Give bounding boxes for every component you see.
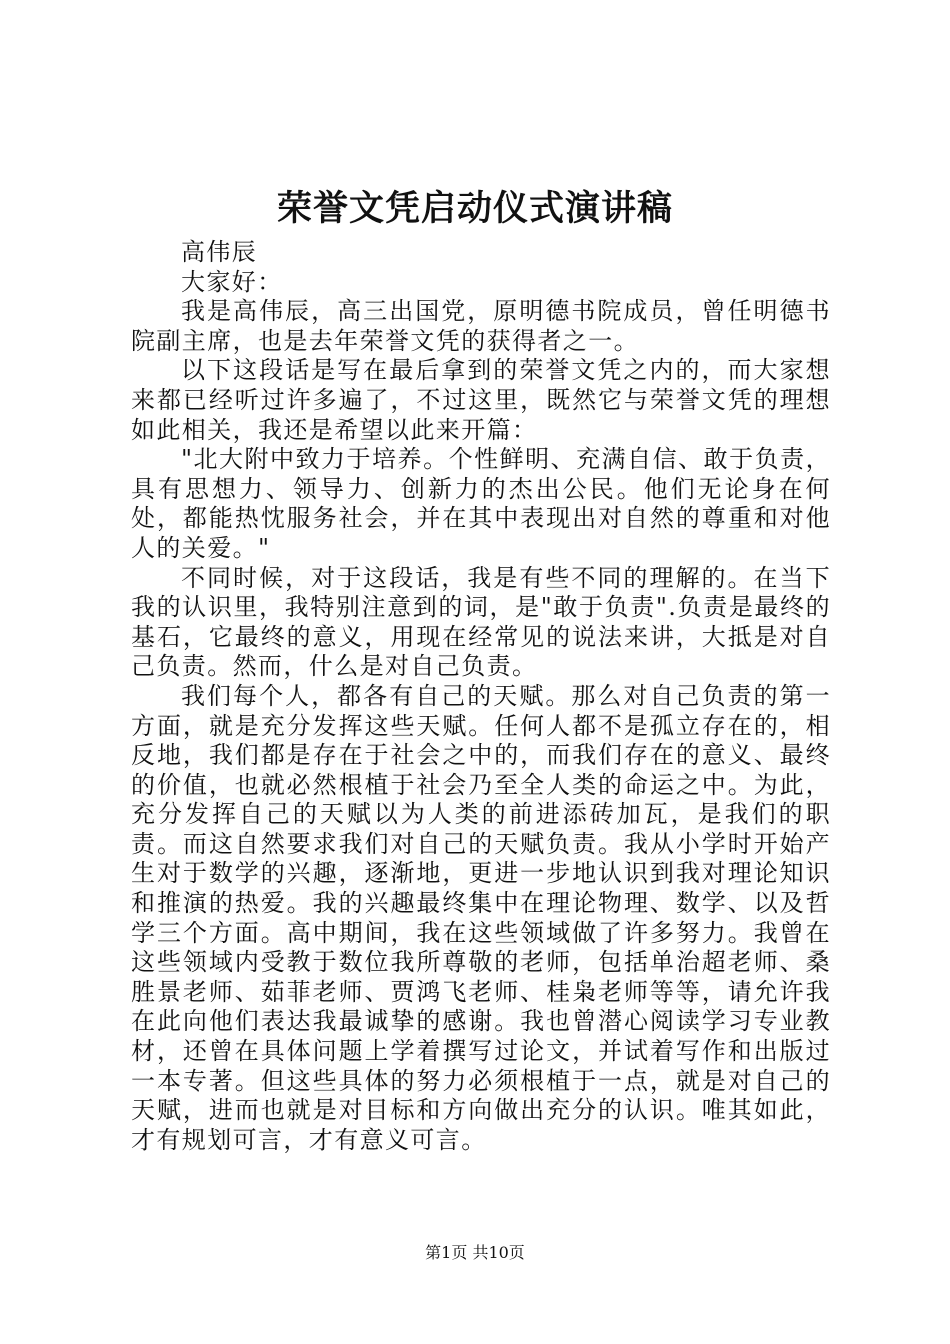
greeting-line: 大家好： xyxy=(181,267,283,296)
paragraph-quote: "北大附中致力于培养。个性鲜明、充满自信、敢于负责，具有思想力、领导力、创新力的杰出公民。他们无论身在何处，都能热忱服务社会，并在其中表现出对自然的尊重和对他人的关爱。" xyxy=(131,445,831,562)
paragraph-context: 以下这段话是写在最后拿到的荣誉文凭之内的，而大家想来都已经听过许多遍了，不过这里，既然它与荣誉文凭的理想如此相关，我还是希望以此来开篇： xyxy=(131,356,831,444)
document-title: 荣誉文凭启动仪式演讲稿 xyxy=(276,188,673,229)
author-line: 高伟辰 xyxy=(181,238,258,266)
paragraph-talent: 我们每个人，都各有自己的天赋。那么对自己负责的第一方面，就是充分发挥这些天赋。任何人都不是孤立存在的，相反地，我们都是存在于社会之中的，而我们存在的意义、最终的价值，也就必然根植于社会乃至全人类的命运之中。为此，充分发挥自己的天赋以为人类的前进添砖加瓦，是我们的职责。而这自然要求我们对自己的天赋负责。我从小学时开始产生对于数学的兴趣，逐渐地，更进一步地认识到我对理论知识和推演的热爱。我的兴趣最终集中在理论物理、数学、以及哲学三个方面。高中期间，我在这些领域做了许多努力。我曾在这些领域内受教于数位我所尊敬的老师，包括单治超老师、桑胜景老师、茹菲老师、贾鸿飞老师、桂枭老师等等，请允许我在此向他们表达我最诚挚的感谢。我也曾潜心阅读学习专业教材，还曾在具体问题上学着撰写过论文，并试着写作和出版过一本专著。但这些具体的努力必须根植于一点，就是对自己的天赋，进而也就是对目标和方向做出充分的认识。唯其如此，才有规划可言，才有意义可言。 xyxy=(131,681,831,1154)
paragraph-intro: 我是高伟辰，高三出国党，原明德书院成员，曾任明德书院副主席，也是去年荣誉文凭的获得者之一。 xyxy=(131,297,831,355)
paragraph-responsibility: 不同时候，对于这段话，我是有些不同的理解的。在当下我的认识里，我特别注意到的词，是"敢于负责".负责是最终的基石，它最终的意义，用现在经常见的说法来讲，大抵是对自己负责。然而，什么是对自己负责。 xyxy=(131,563,831,681)
page-number-footer: 第1页 共10页 xyxy=(425,1243,525,1262)
document-body xyxy=(131,238,831,1155)
